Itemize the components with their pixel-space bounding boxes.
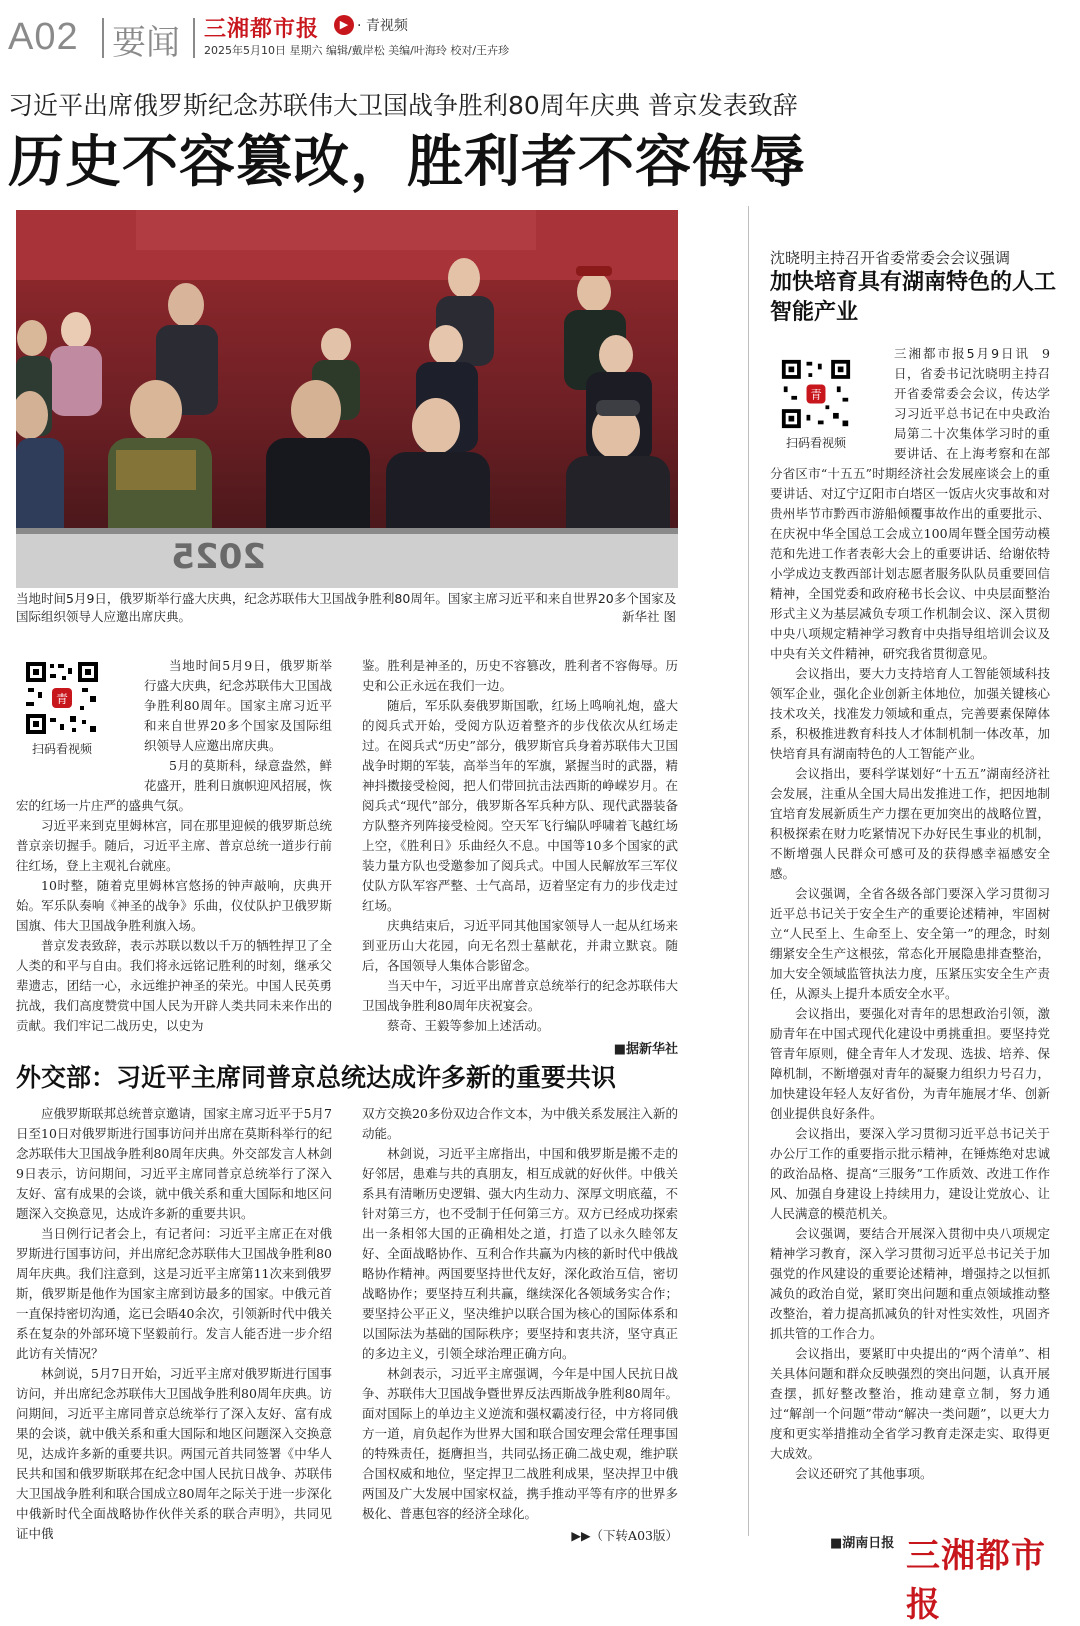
video-badge-icon: ▶: [334, 15, 354, 35]
paragraph: 庆典结束后，习近平同其他国家领导人一起从红场来到亚历山大花园，向无名烈士墓献花，并肃立默哀。随后，各国领导人集体合影留念。: [362, 918, 678, 973]
paragraph: 会议指出，要深入学习贯彻习近平总书记关于办公厅工作的重要指示批示精神，在锤炼绝对忠诚的政治品格、提高“三服务”工作质效、改进工作作风、加强自身建设上持续用力，建设让党放心、让人民满意的模范机关。: [770, 1126, 1050, 1221]
right-kicker: 沈晓明主持召开省委常委会会议强调: [770, 249, 1011, 267]
right-headline: 加快培育具有湖南特色的人工智能产业: [770, 270, 1057, 325]
paragraph: 习近平来到克里姆林宫，同在那里迎候的俄罗斯总统普京亲切握手。随后，习近平主席、普京总统一道步行前往红场，登上主观礼台就座。: [16, 818, 332, 873]
paragraph: 随后，军乐队奏俄罗斯国歌，红场上鸣响礼炮，盛大的阅兵式开始，受阅方队迈着整齐的步伐依次从红场走过。在阅兵式“历史”部分，俄罗斯官兵身着苏联伟大卫国战争时期的军装，高举当年的军旗，紧握当时的武器，精神抖擞接受检阅，把人们带回抗击法西斯的峥嵘岁月。在阅兵式“现代”部分，俄罗斯各军兵种方队、现代武器装备方队整齐列阵接受检阅。空天军飞行编队呼啸着飞越红场上空，《胜利日》乐曲经久不息。中国等10多个国家的武装力量方队也受邀参加了阅兵式。中国人民解放军三军仪仗队方队军容严整、士气高昂，迈着坚定有力的步伐走过红场。: [362, 698, 678, 913]
photo-credit: 新华社 图: [622, 609, 676, 624]
lead-kicker: 习近平出席俄罗斯纪念苏联伟大卫国战争胜利80周年庆典 普京发表致辞: [8, 91, 798, 120]
column-divider: [748, 206, 749, 1536]
qr-label: 扫码看视频: [31, 742, 92, 756]
qr-float-space: [770, 344, 894, 460]
paragraph: 当地时间5月9日，俄罗斯举行盛大庆典，纪念苏联伟大卫国战争胜利80周年。国家主席习近平和来自世界20多个国家及国际组织领导人应邀出席庆典。: [144, 658, 332, 753]
masthead-subtitle: · 青视频: [357, 18, 408, 34]
paragraph: 9日，省委书记沈晓明主持召开省委常委会会议，传达学习习近平总书记在中央政治局第二十次集体学习时的重要讲话、在上海考察和在部分省区市“十五五”时期经济社会发展座谈会上的重要讲话、对辽宁辽阳市白塔区一饭店火灾事故和对贵州毕节市黔西市游船倾覆事故作出的重要批示、在庆祝中华全国总工会成立100周年暨全国劳动模范和先进工作者表彰大会上的重要讲话、给谢依特小学成边支教西部计划志愿者服务队队员重要回信精神，全国党委和政府秘书长会议、中央层面整治形式主义为基层减负专项工作机制会议、深入贯彻中央八项规定精神学习教育中央指导组培训会议及中央有关文件精神，研究我省贯彻意见。: [770, 346, 1050, 661]
paragraph: 当天中午，习近平出席普京总统举行的纪念苏联伟大卫国战争胜利80周年庆祝宴会。: [362, 978, 678, 1013]
second-headline: 外交部：习近平主席同普京总统达成许多新的重要共识: [16, 1063, 617, 1092]
issue-meta: 2025年5月10日 星期六 编辑/戴岸松 美编/叶海玲 校对/王卉珍: [204, 44, 510, 57]
page-number: A02: [8, 16, 79, 58]
svg-text:青: 青: [810, 387, 822, 402]
paragraph: 会议强调，要结合开展深入贯彻中央八项规定精神学习教育，深入学习贯彻习近平总书记关于加强党的作风建设的重要论述精神，增强持之以恒抓减负的政治自觉，紧盯突出问题和重点领域推动整改整治，着力提高抓减负的针对性实效性，巩固齐抓共管的工作合力。: [770, 1226, 1050, 1341]
footer-logo: 三湘都市报: [906, 1536, 1046, 1625]
masthead-logo: 三湘都市报: [204, 17, 320, 42]
section-title: 要闻: [112, 23, 180, 63]
paragraph: 林剑说，5月7日开始，习近平主席对俄罗斯进行国事访问，并出席纪念苏联伟大卫国战争胜利80周年庆典。访问期间，习近平主席同普京总统举行了深入友好、富有成果的会谈，就中俄关系和重大国际和地区问题深入交换意见，达成许多新的重要共识。两国元首共同签署《中华人民共和国和俄罗斯联邦在纪念中国人民抗日战争、苏联伟大卫国战争胜利和联合国成立80周年之际关于进一步深化中俄新时代全面战略协作伙伴关系的联合声明》，共同见证中俄: [16, 1366, 332, 1541]
paragraph: 会议指出，要科学谋划好“十五五”湖南经济社会发展，注重从全国大局出发推进工作，把因地制宜培育发展新质生产力摆在更加突出的战略位置，积极探索在财力吃紧情况下办好民生事业的机制，不断增强人民群众可感可及的获得感幸福感安全感。: [770, 766, 1050, 881]
photo-caption: [16, 590, 678, 626]
news-photo: [16, 210, 678, 588]
paragraph: 鉴。胜利是神圣的，历史不容篡改，胜利者不容侮辱。历史和公正永远在我们一边。: [362, 658, 678, 693]
header-divider: [102, 18, 104, 58]
lead-column-2: [362, 656, 678, 1060]
paragraph: 会议指出，要强化对青年的思想政治引领，激励青年在中国式现代化建设中勇挑重担。要坚持党管青年原则，健全青年人才发现、选拔、培养、保障机制，不断增强对青年的凝聚力组织力号召力，加快建设年轻人友好省份，为青年施展才华、创新创业提供良好条件。: [770, 1006, 1050, 1121]
paragraph: 林剑说，习近平主席指出，中国和俄罗斯是搬不走的好邻居，患难与共的真朋友，相互成就的好伙伴。中俄关系具有清晰历史逻辑、强大内生动力、深厚文明底蕴，不针对第三方，也不受制于任何第三方。双方已经成功探索出一条相邻大国的正确相处之道，打造了以永久睦邻友好、全面战略协作、互利合作共赢为内核的新时代中俄战略协作精神。两国要坚持世代友好，深化政治互信，密切战略协作；要坚持互利共赢，继续深化各领域务实合作；要坚持公平正义，坚决维护以联合国为核心的国际体系和以国际法为基础的国际秩序；要坚持和衷共济，坚守真正的多边主义，引领全球治理正确方向。: [362, 1146, 678, 1361]
paragraph: 会议强调，全省各级各部门要深入学习贯彻习近平总书记关于安全生产的重要论述精神，牢固树立“人民至上、生命至上、安全第一”的理念，时刻绷紧安全生产这根弦，常态化开展隐患排查整治，加大安全领域监管执法力度，压紧压实安全生产责任，从源头上提升本质安全水平。: [770, 886, 1050, 1001]
paragraph: 普京发表致辞，表示苏联以数以千万的牺牲捍卫了全人类的和平与自由。我们将永远铭记胜利的时刻，继承父辈遗志，团结一心，永远维护神圣的荣光。中国人民英勇抗战，我们高度赞赏中国人民为开辟人类共同未来作出的贡献。我们牢记二战历史，以史为: [16, 938, 332, 1033]
continued-note[interactable]: ▶▶（下转A03版）: [571, 1528, 678, 1543]
paragraph: 会议指出，要紧盯中央提出的“两个清单”、相关具体问题和群众反映强烈的突出问题，认真开展查摆，抓好整改整治，推动建章立制，努力通过“解剖一个问题”带动“解决一类问题”，以更大力度和更实举措推动全省学习教育走深走实、取得更大成效。: [770, 1346, 1050, 1461]
qr-float-space: [16, 656, 144, 790]
paragraph: 蔡奇、王毅等参加上述活动。: [387, 1018, 550, 1033]
paragraph: 5月的莫斯科，绿意盎然，鲜花盛开，胜利日旗帜迎风招展，恢宏的红场一片庄严的盛典气氛。: [16, 758, 332, 813]
lead-column-1: [16, 656, 332, 1036]
paragraph: 会议指出，要大力支持培育人工智能领域科技领军企业，强化企业创新主体地位，加强关键核心技术攻关，找准发力领域和重点，完善要素保障体系，积极推进教育科技人才体制机制一体改革，加快培育具有湖南特色的人工智能产业。: [770, 666, 1050, 761]
paragraph: 当日例行记者会上，有记者问：习近平主席正在对俄罗斯进行国事访问，并出席纪念苏联伟大卫国战争胜利80周年庆典。我们注意到，这是习近平主席第11次来到俄罗斯，俄罗斯是他作为国家主席到访最多的国家。中俄元首一直保持密切沟通，迄已会晤40余次，引领新时代中俄关系在复杂的外部环境下坚毅前行。发言人能否进一步介绍此访有关情况？: [16, 1226, 332, 1361]
paragraph: 双方交换20多份双边合作文本，为中俄关系发展注入新的动能。: [362, 1106, 678, 1141]
second-column-1: [16, 1104, 332, 1544]
photo-banner-text: 2025: [171, 537, 266, 577]
paragraph: 10时整，随着克里姆林宫悠扬的钟声敲响，庆典开始。军乐队奏响《神圣的战争》乐曲，仪仗队护卫俄罗斯国旗、伟大卫国战争胜利旗入场。: [16, 878, 332, 933]
news-photo-illustration: [16, 210, 678, 588]
second-column-2: [362, 1104, 678, 1546]
byline: ■据新华社: [613, 1042, 678, 1057]
dateline: 三湘都市报5月9日讯: [894, 346, 1031, 361]
svg-text:青: 青: [55, 692, 69, 706]
paragraph: 应俄罗斯联邦总统普京邀请，国家主席习近平于5月7日至10日对俄罗斯进行国事访问并出席在莫斯科举行的纪念苏联伟大卫国战争胜利80周年庆典。外交部发言人林剑9日表示，访问期间，习近平主席同普京总统举行了深入友好、富有成果的会谈，就中俄关系和重大国际和地区问题深入交换意见，达成许多新的重要共识。: [16, 1106, 332, 1221]
paragraph: 会议还研究了其他事项。: [795, 1466, 933, 1481]
lead-headline: 历史不容篡改，胜利者不容侮辱: [8, 130, 806, 195]
right-column: [770, 344, 1050, 1484]
qr-label: 扫码看视频: [785, 436, 846, 450]
paragraph: 林剑表示，习近平主席强调，今年是中国人民抗日战争、苏联伟大卫国战争暨世界反法西斯战争胜利80周年。面对国际上的单边主义逆流和强权霸凌行径，中方将同俄方一道，肩负起作为世界大国和联合国安理会常任理事国的特殊责任，挺膺担当，共同弘扬正确二战史观，维护联合国权威和地位，坚定捍卫二战胜利成果，坚决捍卫中俄两国及广大发展中国家权益，携手推动平等有序的世界多极化、普惠包容的经济全球化。: [362, 1366, 678, 1521]
footer-source: ■湖南日报: [830, 1536, 895, 1551]
header-divider: [193, 18, 195, 58]
photo-caption-text: 当地时间5月9日，俄罗斯举行盛大庆典，纪念苏联伟大卫国战争胜利80周年。国家主席习近平和来自世界20多个国家及国际组织领导人应邀出席庆典。: [16, 591, 677, 624]
